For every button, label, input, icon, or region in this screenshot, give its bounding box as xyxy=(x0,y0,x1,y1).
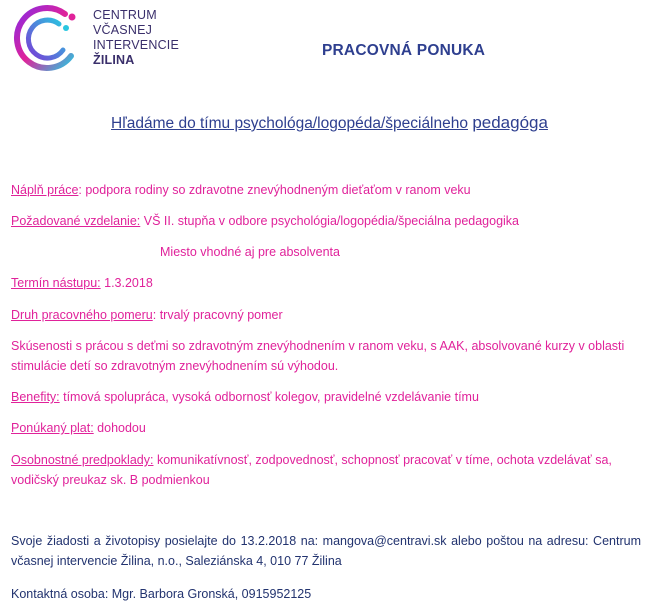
termin-row xyxy=(11,275,153,291)
logo-line-4: ŽILINA xyxy=(93,53,135,67)
logo-line-3: INTERVENCIE xyxy=(93,38,180,52)
skusenosti-paragraph: Skúsenosti s prácou s deťmi so zdravotným znevýhodnením v ranom veku, s AAK, absolvované kurzy v oblasti stimulácie detí so zdravotným znevýhodnením sú výhodou. xyxy=(11,339,625,373)
vzdelanie-row xyxy=(11,213,519,229)
plat-label: Ponúkaný plat: xyxy=(11,421,94,435)
plat-row xyxy=(11,420,146,436)
benefity-label: Benefity: xyxy=(11,390,60,404)
logo-line-1: CENTRUM xyxy=(93,8,157,22)
job-heading-last: pedagóga xyxy=(472,113,548,132)
job-heading xyxy=(0,113,659,133)
document-title: PRACOVNÁ PONUKA xyxy=(322,42,486,59)
logo-line-2: VČASNEJ xyxy=(93,23,153,37)
napln-prace-row xyxy=(11,182,471,198)
termin-value: 1.3.2018 xyxy=(100,276,153,290)
osobnostne-row xyxy=(11,450,641,490)
druh-pomeru-value: : trvalý pracovný pomer xyxy=(152,308,283,322)
druh-pomeru-row xyxy=(11,307,283,323)
benefity-value: tímová spolupráca, vysoká odbornosť kolegov, pravidelné vzdelávanie tímu xyxy=(59,390,479,404)
contact-person: Kontaktná osoba: Mgr. Barbora Gronská, 0915952125 xyxy=(11,587,312,601)
circular-swirl-logo-icon xyxy=(9,4,85,76)
absolvent-note: Miesto vhodné aj pre absolventa xyxy=(160,245,340,259)
logo-wordmark xyxy=(93,8,179,68)
vzdelanie-label: Požadované vzdelanie: xyxy=(11,214,141,228)
osobnostne-value: komunikatívnosť, zodpovednosť, schopnosť pracovať v tíme, ochota vzdelávať sa, vodičský preukaz sk. B podmienkou xyxy=(11,453,612,487)
plat-value: dohodou xyxy=(93,421,146,435)
benefity-row xyxy=(11,389,479,405)
druh-pomeru-label: Druh pracovného pomeru xyxy=(11,308,153,322)
job-heading-main: Hľadáme do tímu psychológa/logopéda/špeciálneho xyxy=(111,115,468,132)
submission-info: Svoje žiadosti a životopisy posielajte do 13.2.2018 na: mangova@centravi.sk alebo poštou na adresu: Centrum včasnej intervencie Žilina, n.o., Saleziánska 4, 010 77 Žilina xyxy=(11,534,641,568)
vzdelanie-value: VŠ II. stupňa v odbore psychológia/logopédia/špeciálna pedagogika xyxy=(140,214,520,228)
osobnostne-label: Osobnostné predpoklady: xyxy=(11,453,154,467)
napln-prace-label: Náplň práce xyxy=(11,183,79,197)
organization-logo xyxy=(9,4,209,76)
termin-label: Termín nástupu: xyxy=(11,276,101,290)
napln-prace-value: : podpora rodiny so zdravotne znevýhodneným dieťaťom v ranom veku xyxy=(78,183,471,197)
